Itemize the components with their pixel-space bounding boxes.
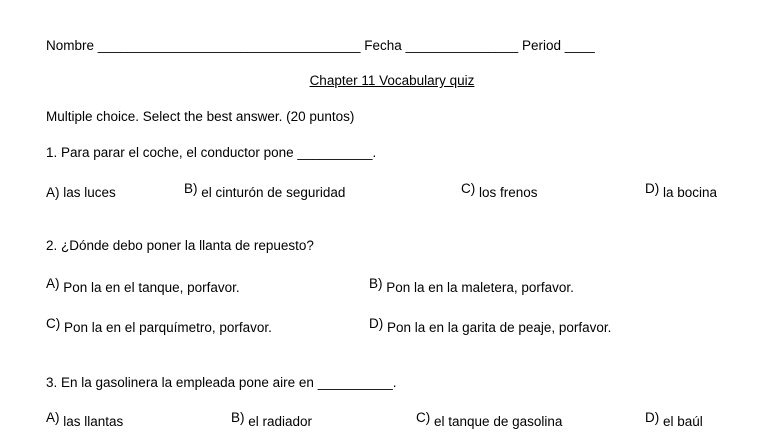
option-text: las luces xyxy=(63,185,116,200)
option-text: los frenos xyxy=(479,185,538,200)
q1-option-c xyxy=(461,181,538,201)
header-line: Nombre ___________________________________ Fecha _______________ Period ____ xyxy=(46,38,595,53)
q3-option-c xyxy=(416,410,563,430)
option-text: el radiador xyxy=(248,414,313,429)
option-text: Pon la en el tanque, porfavor. xyxy=(63,280,240,295)
option-letter: D) xyxy=(369,316,384,331)
quiz-title: Chapter 11 Vocabulary quiz xyxy=(309,73,475,88)
option-letter: B) xyxy=(184,181,198,196)
option-text: Pon la en el parquímetro, porfavor. xyxy=(64,320,272,335)
question-1: 1. Para parar el coche, el conductor pone __________. xyxy=(46,145,377,160)
option-letter: D) xyxy=(645,410,660,425)
q3-option-b xyxy=(231,410,313,430)
q3-option-d xyxy=(645,410,703,430)
option-text: la bocina xyxy=(663,185,718,200)
q2-option-c xyxy=(46,316,272,336)
option-letter: C) xyxy=(461,181,476,196)
option-text: el baúl xyxy=(663,414,703,429)
option-text: el tanque de gasolina xyxy=(434,414,563,429)
q1-option-a xyxy=(46,185,116,201)
q2-option-a xyxy=(46,276,240,296)
option-text: las llantas xyxy=(63,414,124,429)
option-letter: D) xyxy=(645,181,660,196)
option-text: Pon la en la garita de peaje, porfavor. xyxy=(387,320,612,335)
option-text: Pon la en la maletera, porfavor. xyxy=(386,280,574,295)
option-letter: A) xyxy=(46,410,60,425)
option-letter: B) xyxy=(369,276,383,291)
option-letter: C) xyxy=(46,316,61,331)
option-letter: A) xyxy=(46,185,60,200)
q3-option-a xyxy=(46,410,124,430)
option-text: el cinturón de seguridad xyxy=(201,185,346,200)
question-2: 2. ¿Dónde debo poner la llanta de repuesto? xyxy=(46,238,314,253)
instructions: Multiple choice. Select the best answer. (20 puntos) xyxy=(46,109,355,124)
q2-option-b xyxy=(369,276,574,296)
question-3: 3. En la gasolinera la empleada pone aire en __________. xyxy=(46,375,397,390)
q2-option-d xyxy=(369,316,612,336)
q1-option-d xyxy=(645,181,718,201)
option-letter: B) xyxy=(231,410,245,425)
option-letter: A) xyxy=(46,276,60,291)
option-letter: C) xyxy=(416,410,431,425)
q1-option-b xyxy=(184,181,346,201)
